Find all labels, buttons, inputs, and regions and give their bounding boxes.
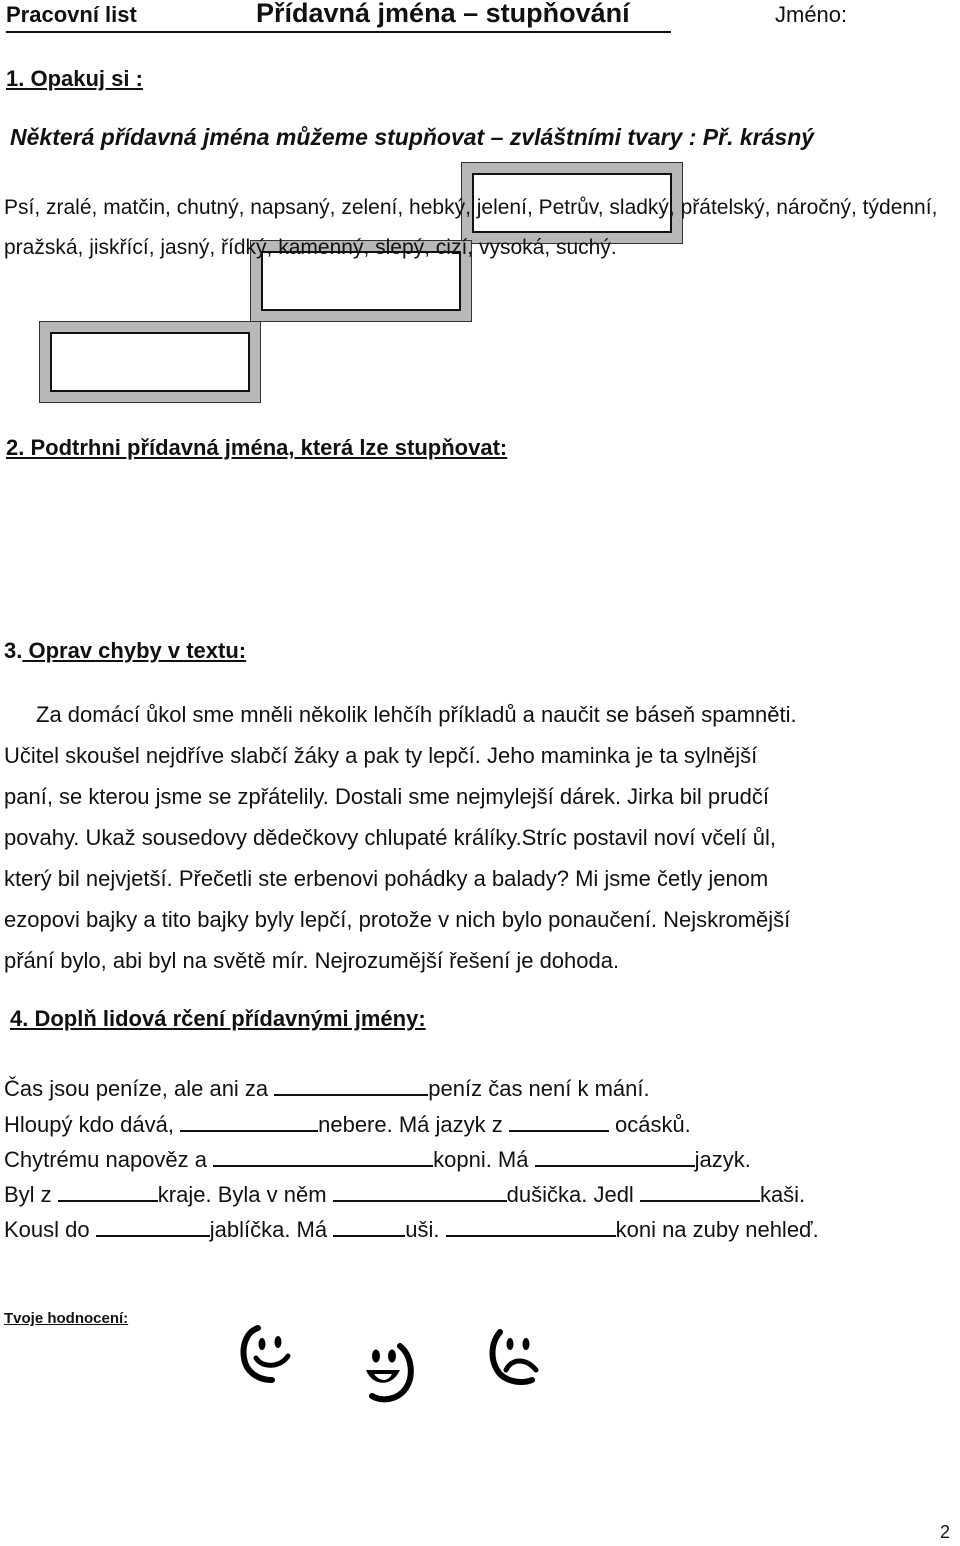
fill-blank[interactable] [274,1074,428,1096]
idiom-text: Byl z [4,1182,58,1207]
happy-face-icon[interactable] [238,1322,302,1384]
fill-blank[interactable] [509,1110,609,1132]
fill-blank[interactable] [58,1180,158,1202]
idiom-text: uši. [405,1217,446,1242]
text-line: přání bylo, abi byl na světě mír. Nejrozumější řešení je dohoda. [4,948,620,973]
section1-heading: 1. Opakuj si : [6,66,143,91]
section3-title: Oprav chyby v textu: [22,638,247,663]
idiom-text: nebere. Má jazyk z [318,1112,509,1137]
section4-heading: 4. Doplň lidová rčení přídavnými jmény: [10,1006,426,1031]
fill-blank[interactable] [333,1215,405,1237]
page-number: 2 [940,1522,951,1542]
page-title: Přídavná jména – stupňování [256,0,630,28]
idiom-text: dušička. Jedl [506,1182,640,1207]
header-underline [6,31,671,33]
idiom-text: kopni. Má [433,1147,535,1172]
idiom-text: kaši. [759,1182,806,1207]
section1-intro: Některá přídavná jména můžeme stupňovat – zvláštními tvary : Př. krásný [10,124,815,150]
idiom-line [4,1074,650,1102]
text-line: Za domácí ůkol sme mněli několik lehčíh příkladů a naučit se báseň spamněti. [36,702,797,727]
idiom-text: jazyk. [694,1147,751,1172]
idiom-text: Čas jsou peníze, ale ani za [4,1076,275,1101]
answer-box-positive[interactable] [39,321,261,403]
fill-blank[interactable] [180,1110,318,1132]
idiom-line [4,1145,751,1173]
idiom-text: koni na zuby nehleď. [615,1217,819,1242]
idiom-line [4,1180,805,1208]
text-line: paní, se kterou jsme se zpřátelily. Dostali sme nejmylejší dárek. Jirka bil prudčí [4,784,769,809]
idiom-text: jablíčka. Má [209,1217,334,1242]
idiom-line [4,1110,691,1138]
fill-blank[interactable] [535,1145,695,1167]
text-line: Učitel skoušel nejdříve slabčí žáky a pak ty lepčí. Jeho maminka je ta sylnější [4,743,758,768]
text-line: povahy. Ukaž sousedovy dědečkovy chlupaté králíky.Stríc postavil noví včelí ůl, [4,825,776,850]
fill-blank[interactable] [333,1180,507,1202]
idiom-text: peníz čas není k mání. [428,1076,650,1101]
idiom-text: Chytrému napověz a [4,1147,214,1172]
idiom-text: kraje. Byla v něm [157,1182,333,1207]
fill-blank[interactable] [213,1145,433,1167]
name-label: Jméno: [775,2,848,27]
text-line: ezopovi bajky a tito bajky byly lepčí, protože v nich bylo ponaučení. Nejskromější [4,907,791,932]
sad-face-icon[interactable] [486,1322,550,1386]
fill-blank[interactable] [96,1215,210,1237]
correction-text[interactable] [4,694,954,981]
fill-blank[interactable] [446,1215,616,1237]
adjective-list[interactable]: Psí, zralé, matčin, chutný, napsaný, zelení, hebký, jelení, Petrův, sladký, přátelský, náročný, týdenní, pražská, jiskřící, jasný, řídký, kamenný, slepý, cizí, vysoká, suchý. [4,196,938,259]
idiom-text: Kousl do [4,1217,96,1242]
idiom-text: ocásků. [608,1112,691,1137]
text-line: který bil nejvjetší. Přečetli ste erbenovi pohádky a balady? Mi jsme četly jenom [4,866,769,891]
section3-number: 3. [4,638,23,663]
worksheet-label: Pracovní list [6,2,137,27]
section2-heading: 2. Podtrhni přídavná jména, která lze stupňovat: [6,435,508,460]
fill-blank[interactable] [640,1180,760,1202]
rating-label: Tvoje hodnocení: [4,1310,129,1327]
section3-heading [4,638,246,664]
idiom-line [4,1215,819,1243]
idiom-text: Hloupý kdo dává, [4,1112,181,1137]
laughing-face-icon[interactable] [352,1336,418,1404]
